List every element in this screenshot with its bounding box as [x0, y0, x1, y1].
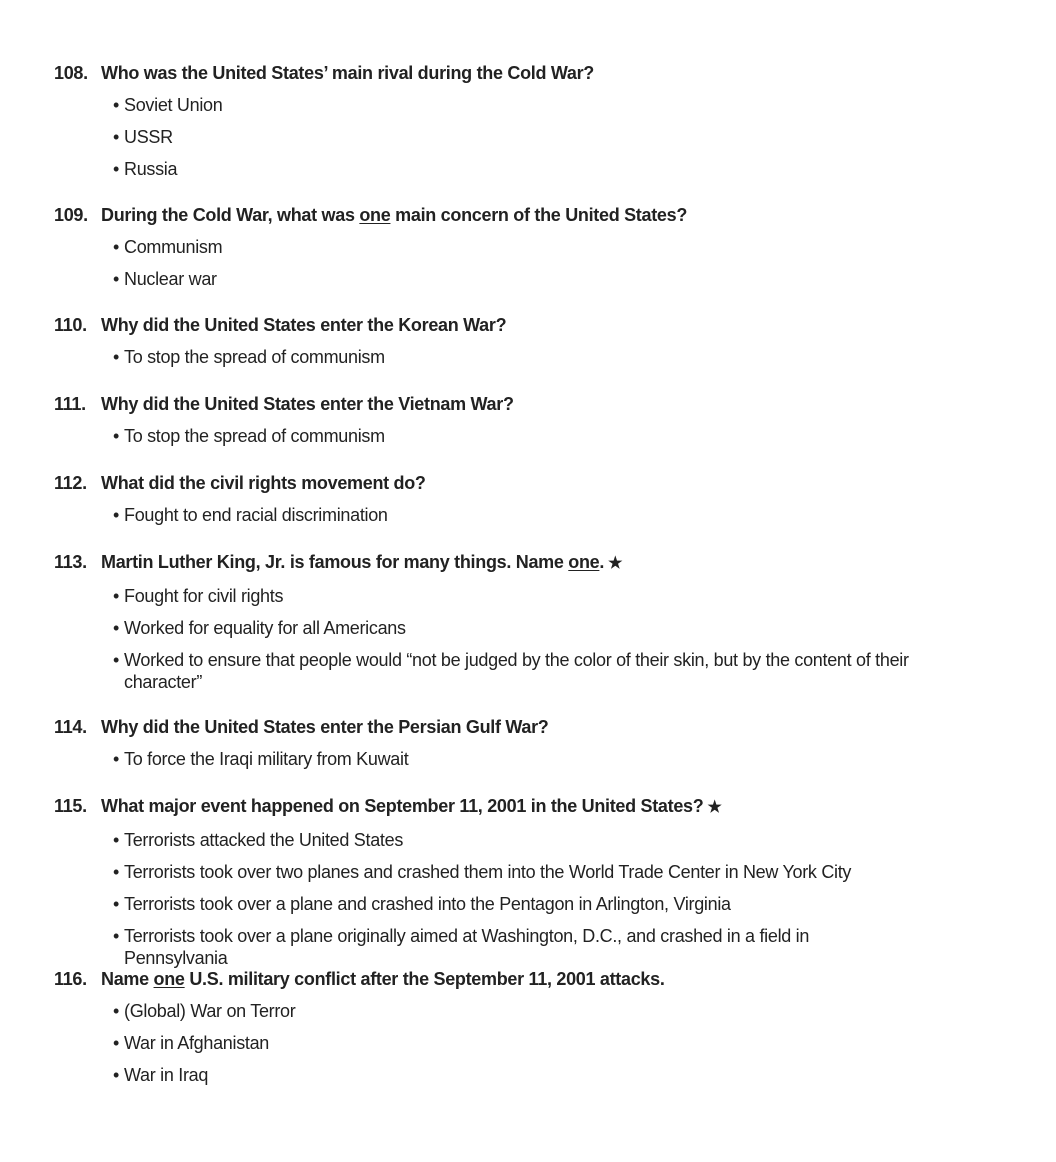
bullet-icon: • [113, 1033, 120, 1053]
answer-item [54, 1000, 914, 1022]
answer-item [54, 94, 914, 116]
answer-list [54, 94, 914, 180]
bullet-icon: • [113, 237, 120, 257]
bullet-icon: • [113, 586, 120, 606]
question-text [54, 968, 914, 990]
question-text [54, 204, 914, 226]
question-item [54, 472, 914, 526]
question-text-part: Why did the United States enter the Korean War? [101, 315, 507, 335]
bullet-icon: • [113, 618, 120, 638]
answer-text: Nuclear war [124, 269, 217, 289]
question-item [54, 795, 914, 969]
question-text-part: U.S. military conflict after the September 11, 2001 attacks. [184, 969, 665, 989]
answer-text: To stop the spread of communism [124, 426, 385, 446]
question-number: 116. [54, 969, 87, 989]
answer-item [54, 158, 914, 180]
answer-item [54, 585, 914, 607]
answer-item [54, 925, 914, 969]
question-text-part: Why did the United States enter the Persian Gulf War? [101, 717, 549, 737]
bullet-icon: • [113, 650, 120, 670]
question-number: 110. [54, 315, 87, 335]
answer-item [54, 1032, 914, 1054]
bullet-icon: • [113, 1065, 120, 1085]
answer-text: Soviet Union [124, 95, 223, 115]
answer-list [54, 236, 914, 290]
question-text [54, 716, 914, 738]
question-number: 113. [54, 552, 87, 572]
answer-text: Terrorists took over a plane and crashed into the Pentagon in Arlington, Virginia [124, 894, 731, 914]
bullet-icon: • [113, 159, 120, 179]
answer-list [54, 1000, 914, 1086]
answer-text: Communism [124, 237, 223, 257]
question-text [54, 314, 914, 336]
question-text-part: During the Cold War, what was [101, 205, 360, 225]
answer-text: Fought for civil rights [124, 586, 284, 606]
answer-item [54, 236, 914, 258]
question-text-part: Name [101, 969, 154, 989]
answer-list [54, 425, 914, 447]
answer-item [54, 617, 914, 639]
answer-text: War in Afghanistan [124, 1033, 270, 1053]
answer-list [54, 504, 914, 526]
question-text-part: What did the civil rights movement do? [101, 473, 426, 493]
emphasis-underline: one [359, 205, 391, 225]
answer-text: USSR [124, 127, 173, 147]
bullet-icon: • [113, 749, 120, 769]
bullet-icon: • [113, 1001, 120, 1021]
bullet-icon: • [113, 926, 120, 946]
answer-item [54, 504, 914, 526]
answer-item [54, 649, 914, 693]
question-number: 115. [54, 796, 87, 816]
answer-item [54, 425, 914, 447]
answer-text: (Global) War on Terror [124, 1001, 296, 1021]
question-number: 111. [54, 394, 86, 414]
answer-text: To force the Iraqi military from Kuwait [124, 749, 409, 769]
answer-list [54, 748, 914, 770]
answer-text: Terrorists attacked the United States [124, 830, 404, 850]
question-number: 109. [54, 205, 88, 225]
question-text-part: Why did the United States enter the Vietnam War? [101, 394, 514, 414]
question-text [54, 551, 914, 575]
answer-list [54, 346, 914, 368]
answer-item [54, 829, 914, 851]
question-text [54, 62, 914, 84]
question-item [54, 551, 914, 693]
question-text-part: . [599, 552, 605, 572]
question-text [54, 472, 914, 494]
question-number: 108. [54, 63, 88, 83]
bullet-icon: • [113, 426, 120, 446]
answer-item [54, 346, 914, 368]
bullet-icon: • [113, 347, 120, 367]
answer-item [54, 1064, 914, 1086]
question-text-part: main concern of the United States? [390, 205, 688, 225]
answer-item [54, 861, 914, 883]
star-icon: ★ [608, 555, 623, 572]
answer-item [54, 893, 914, 915]
question-item [54, 716, 914, 770]
bullet-icon: • [113, 95, 120, 115]
answer-text: To stop the spread of communism [124, 347, 385, 367]
emphasis-underline: one [153, 969, 185, 989]
bullet-icon: • [113, 830, 120, 850]
bullet-icon: • [113, 894, 120, 914]
emphasis-underline: one [568, 552, 600, 572]
bullet-icon: • [113, 862, 120, 882]
answer-text: Worked to ensure that people would “not be judged by the color of their skin, but by the content of their character” [124, 650, 909, 692]
answer-text: Terrorists took over two planes and crashed them into the World Trade Center in New York City [124, 862, 852, 882]
bullet-icon: • [113, 505, 120, 525]
question-item [54, 314, 914, 368]
question-text-part: Martin Luther King, Jr. is famous for many things. Name [101, 552, 569, 572]
star-icon: ★ [707, 799, 722, 816]
answer-list [54, 829, 914, 969]
question-item [54, 62, 914, 180]
question-text-part: What major event happened on September 11, 2001 in the United States? [101, 796, 704, 816]
question-text [54, 393, 914, 415]
question-number: 114. [54, 717, 87, 737]
answer-text: Terrorists took over a plane originally aimed at Washington, D.C., and crashed in a field in Pennsylvania [124, 926, 810, 968]
answer-text: Fought to end racial discrimination [124, 505, 388, 525]
question-number: 112. [54, 473, 87, 493]
answer-text: Russia [124, 159, 178, 179]
answer-item [54, 268, 914, 290]
question-item [54, 204, 914, 290]
answer-item [54, 748, 914, 770]
answer-list [54, 585, 914, 693]
bullet-icon: • [113, 269, 120, 289]
answer-text: War in Iraq [124, 1065, 209, 1085]
bullet-icon: • [113, 127, 120, 147]
answer-item [54, 126, 914, 148]
answer-text: Worked for equality for all Americans [124, 618, 406, 638]
question-text [54, 795, 914, 819]
question-text-part: Who was the United States’ main rival during the Cold War? [101, 63, 594, 83]
question-item [54, 968, 914, 1086]
question-item [54, 393, 914, 447]
